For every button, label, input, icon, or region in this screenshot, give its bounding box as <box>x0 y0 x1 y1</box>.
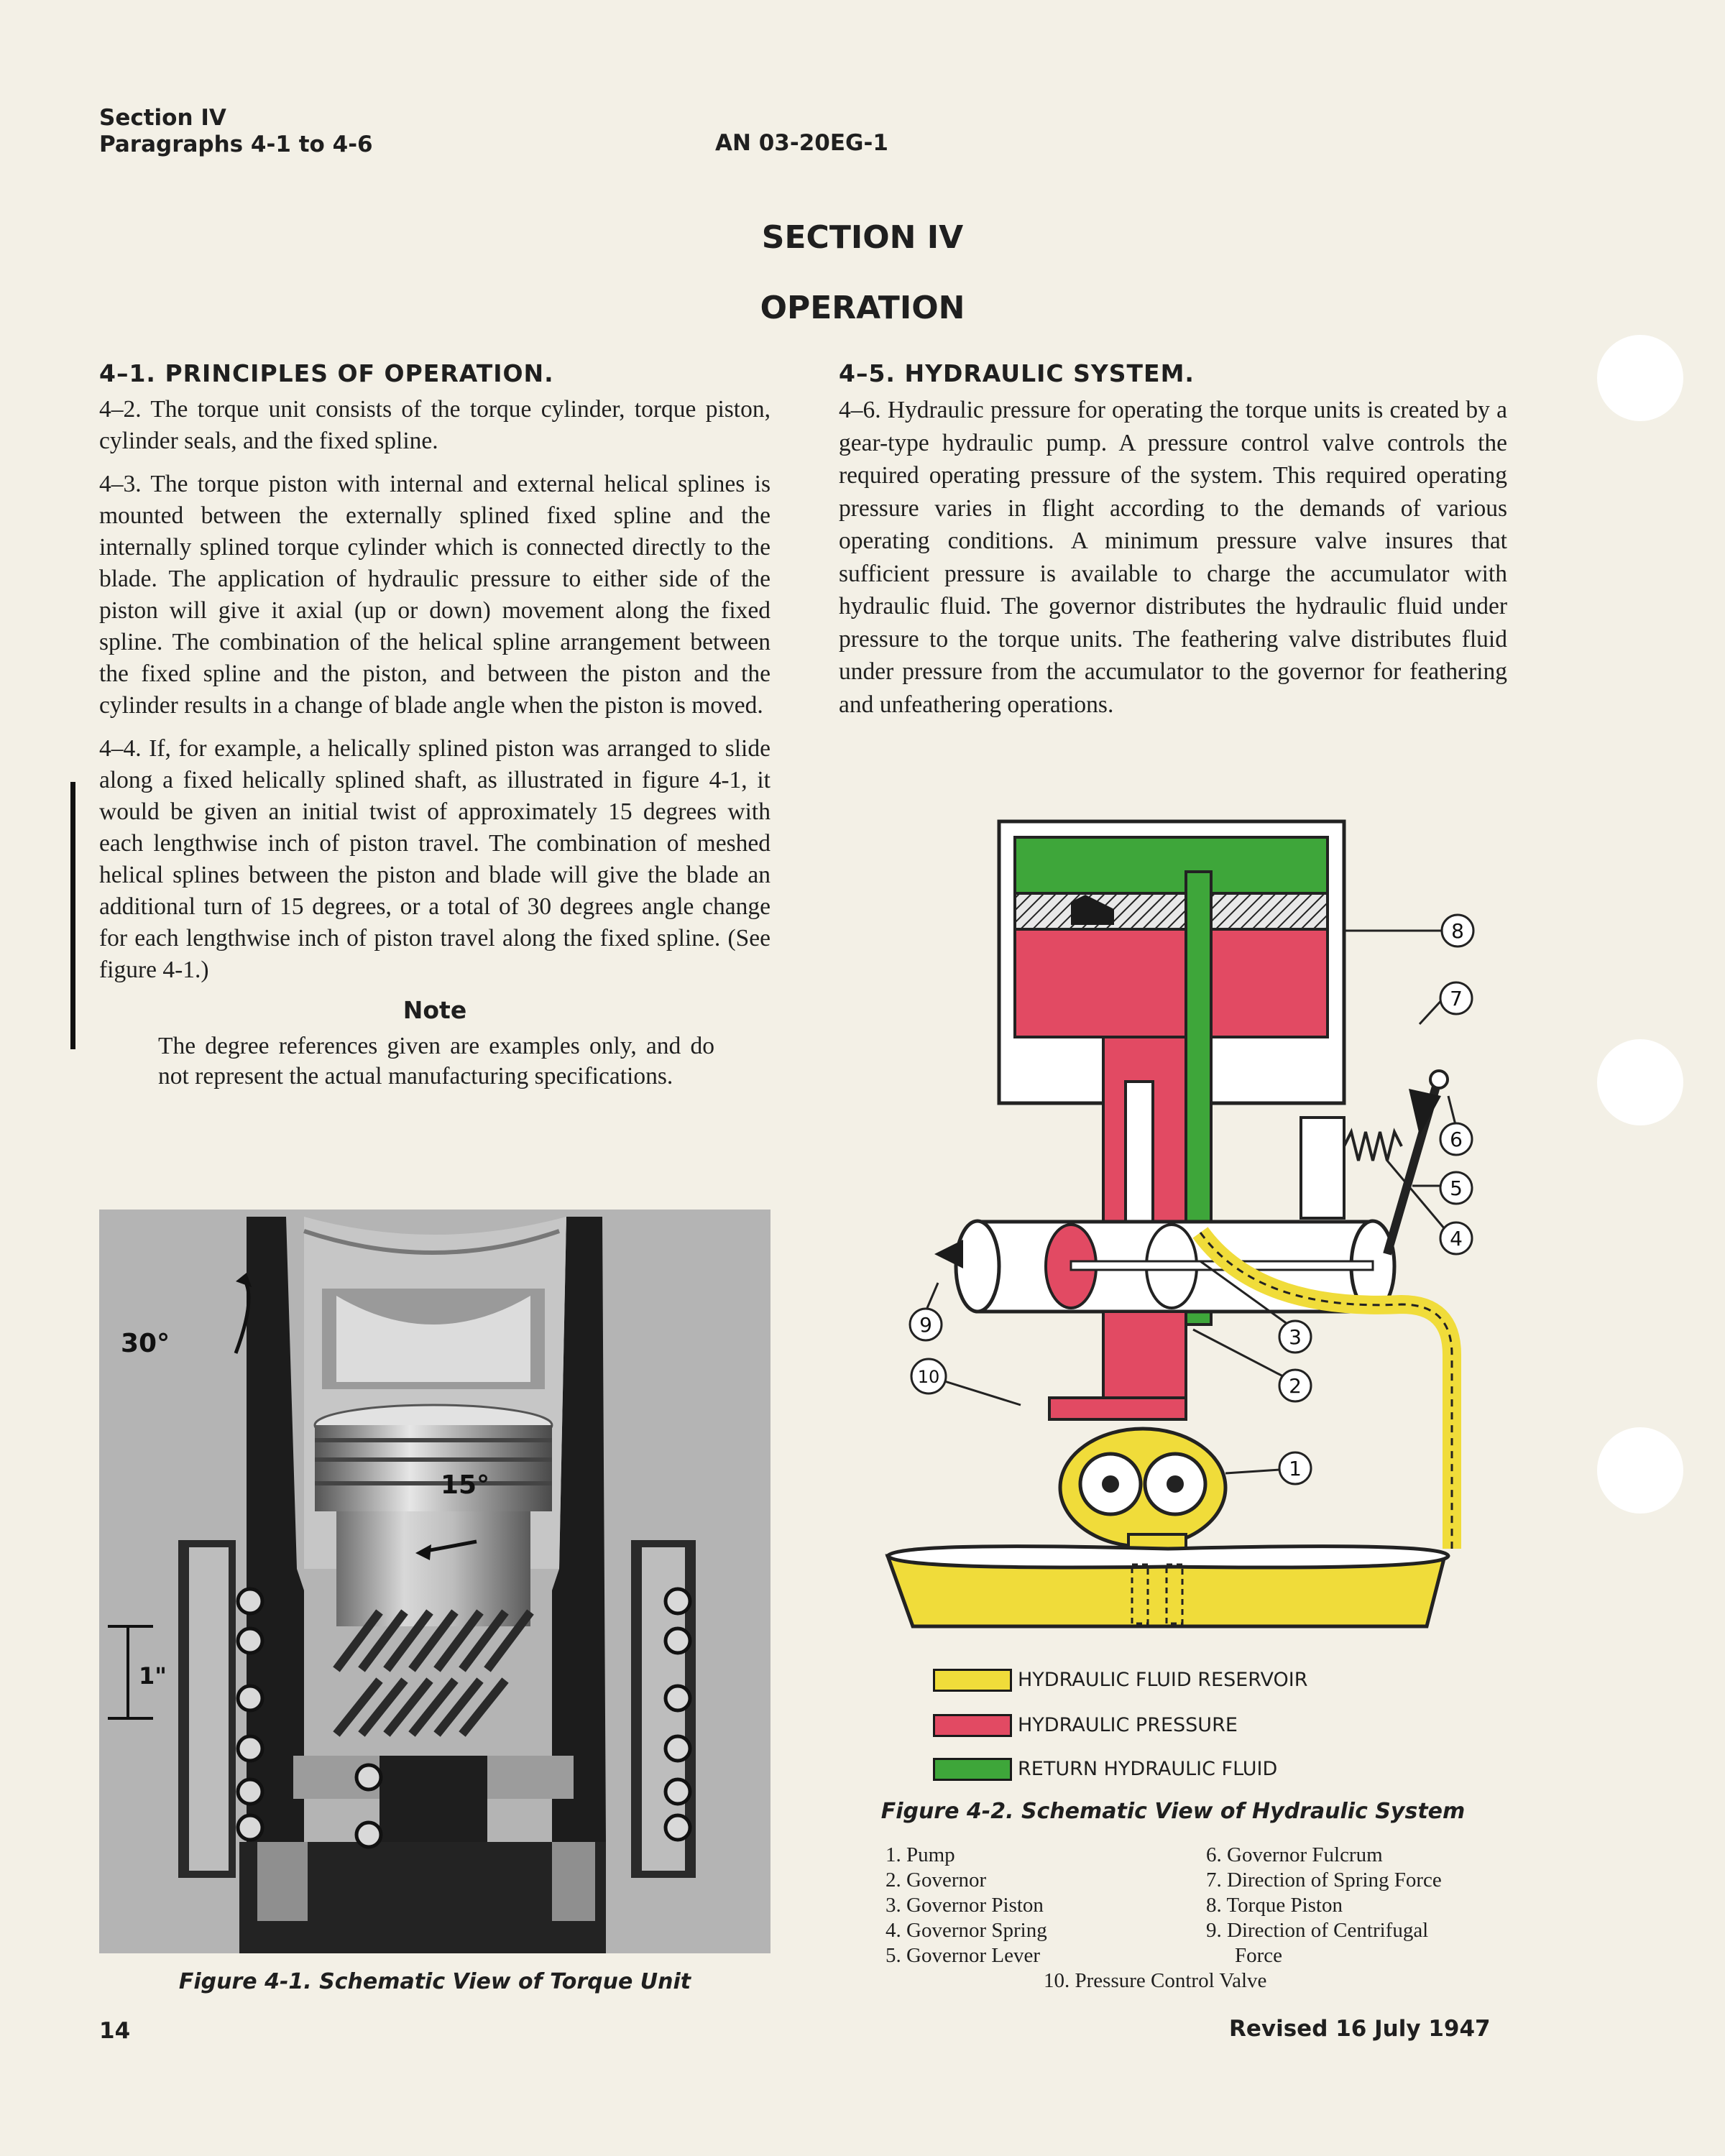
section-title: SECTION IV <box>761 219 964 256</box>
svg-text:6: 6 <box>1450 1128 1463 1151</box>
legend-label-reservoir: HYDRAULIC FLUID RESERVOIR <box>1018 1669 1308 1691</box>
legend-label-return: RETURN HYDRAULIC FLUID <box>1018 1758 1278 1780</box>
figure-4-1-image <box>99 1210 770 1953</box>
part-item-4: 4. Governor Spring <box>886 1919 1047 1942</box>
revised-date: Revised 16 July 1947 <box>1229 2016 1491 2042</box>
legend-swatch-green <box>933 1758 1012 1781</box>
parts-list-right <box>1206 1843 1442 1968</box>
callout-9 <box>910 1283 942 1340</box>
part-item-6: 6. Governor Fulcrum <box>1206 1843 1383 1866</box>
svg-text:9: 9 <box>919 1313 932 1337</box>
note-text: The degree references given are examples only, and do not represent the actual manufacturing specifications. <box>158 1033 714 1089</box>
figure-4-1-label-inch: 1" <box>139 1662 167 1690</box>
header-doc-number: AN 03-20EG-1 <box>715 130 888 156</box>
right-column-text <box>839 394 1507 732</box>
heading-hydraulic: 4–5. HYDRAULIC SYSTEM. <box>839 359 1195 387</box>
operation-title: OPERATION <box>760 290 965 326</box>
part-item-7: 7. Direction of Spring Force <box>1206 1869 1442 1892</box>
figure-4-2-caption: Figure 4-2. Schematic View of Hydraulic System <box>880 1799 1466 1824</box>
header-paragraphs-line: Paragraphs 4-1 to 4-6 <box>99 132 373 157</box>
callout-6 <box>1440 1096 1472 1155</box>
figure-4-1-label-30: 30° <box>121 1329 170 1358</box>
callout-8 <box>1344 915 1473 946</box>
paragraph-4-2: 4–2. The torque unit consists of the torque cylinder, torque piston, cylinder seals, and the fixed spline. <box>99 396 770 454</box>
svg-text:8: 8 <box>1451 919 1464 943</box>
running-header-left <box>99 105 373 158</box>
svg-text:7: 7 <box>1450 987 1463 1010</box>
paragraph-4-4: 4–4. If, for example, a helically splined piston was arranged to slide along a fixed helically splined shaft, as illustrated in figure 4-1, it would be given an initial twist of approximately 15 degrees with each lengthwise inch of piston travel. The combination of meshed helical splines between the piston and blade will give the blade an additional turn of 15 degrees, or a total of 30 degrees angle change for each lengthwise inch of piston travel along the fixed spline. (See figure 4-1.) <box>99 735 770 983</box>
legend-swatch-yellow <box>933 1669 1012 1692</box>
punch-hole-top <box>1597 335 1683 421</box>
part-item-9-cont: Force <box>1235 1944 1283 1967</box>
note-title: Note <box>402 996 467 1024</box>
svg-text:10: 10 <box>917 1367 940 1387</box>
part-item-10: 10. Pressure Control Valve <box>1044 1969 1267 1992</box>
punch-hole-bottom <box>1597 1427 1683 1514</box>
legend-swatch-red <box>933 1714 1012 1737</box>
figure-4-1-label-15: 15° <box>441 1470 490 1500</box>
figure-4-2-schematic <box>884 808 1509 1642</box>
legend-label-pressure: HYDRAULIC PRESSURE <box>1018 1714 1238 1736</box>
paragraph-4-3: 4–3. The torque piston with internal and external helical splines is mounted between the externally splined fixed spline and the internally splined torque cylinder which is connected directly to the blade. The application of hydraulic pressure to either side of the piston will give it axial (up or down) movement along the fixed spline. The combination of the helical spline arrangement between the fixed spline and the piston, and between the piston and the cylinder results in a change of blade angle when the piston is moved. <box>99 471 770 719</box>
left-column-text <box>99 394 770 1092</box>
part-item-1: 1. Pump <box>886 1843 955 1866</box>
callout-1 <box>1225 1452 1311 1484</box>
part-item-9: 9. Direction of Centrifugal <box>1206 1919 1429 1942</box>
part-item-3: 3. Governor Piston <box>886 1894 1044 1917</box>
change-bar <box>70 782 75 1049</box>
part-item-5: 5. Governor Lever <box>886 1944 1040 1967</box>
heading-principles: 4–1. PRINCIPLES OF OPERATION. <box>99 359 554 387</box>
svg-text:4: 4 <box>1450 1227 1463 1250</box>
svg-text:3: 3 <box>1289 1325 1302 1349</box>
callout-5 <box>1412 1172 1472 1204</box>
svg-text:5: 5 <box>1450 1176 1463 1200</box>
punch-hole-middle <box>1597 1039 1683 1125</box>
paragraph-4-6: 4–6. Hydraulic pressure for operating the torque units is created by a gear-type hydraulic pump. A pressure control valve controls the required operating pressure of the system. This required operating pressure varies in flight according to the demands of various operating conditions. A minimum pressure valve insures that sufficient pressure is available to charge the accumulator with hydraulic fluid. The governor distributes the hydraulic fluid under pressure to the torque units. The feathering valve distributes fluid under pressure from the accumulator to the governor for feathering and unfeathering operations. <box>839 397 1507 718</box>
svg-text:1: 1 <box>1289 1457 1302 1480</box>
parts-list-left <box>886 1843 1047 1968</box>
header-section-line: Section IV <box>99 105 226 131</box>
callout-10 <box>911 1359 1021 1405</box>
figure-4-1-caption: Figure 4-1. Schematic View of Torque Unit <box>178 1969 691 1994</box>
callout-7 <box>1420 982 1472 1024</box>
part-item-2: 2. Governor <box>886 1869 987 1892</box>
svg-text:2: 2 <box>1289 1374 1302 1398</box>
part-item-8: 8. Torque Piston <box>1206 1894 1343 1917</box>
page-number: 14 <box>99 2018 131 2044</box>
